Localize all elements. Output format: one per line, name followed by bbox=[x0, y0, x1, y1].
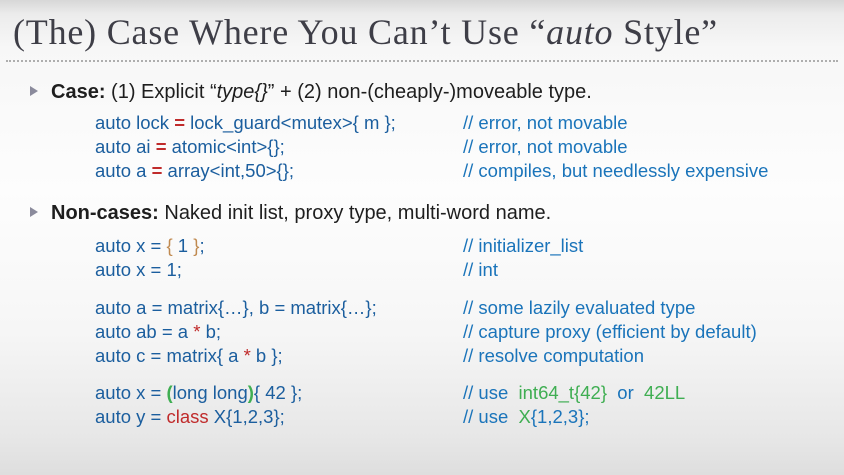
bullet-case-label: Case: bbox=[51, 80, 106, 103]
comment-text: // error, not movable bbox=[463, 111, 628, 133]
comment-text: // int bbox=[463, 258, 498, 280]
code-text: auto c = matrix{ a * b }; bbox=[95, 344, 283, 366]
code-line bbox=[95, 296, 844, 320]
code-line bbox=[95, 135, 844, 159]
code-line bbox=[95, 159, 844, 183]
code-text: auto ai = atomic<int>{}; bbox=[95, 135, 285, 157]
code-line bbox=[95, 234, 844, 258]
comment-text: // capture proxy (efficient by default) bbox=[463, 320, 757, 342]
comment-text: // compiles, but needlessly expensive bbox=[463, 159, 769, 181]
page-title bbox=[0, 0, 844, 60]
bullet-case-part1: (1) Explicit “ bbox=[105, 80, 217, 103]
title-italic-auto: auto bbox=[546, 12, 614, 52]
bullet-triangle-icon bbox=[30, 207, 38, 217]
code-line bbox=[95, 344, 844, 368]
comment-text: // initializer_list bbox=[463, 234, 584, 256]
code-text: auto x = (long long){ 42 }; bbox=[95, 381, 303, 403]
code-text: auto x = { 1 }; bbox=[95, 234, 205, 256]
code-group-multiword bbox=[95, 381, 844, 429]
code-text: auto a = array<int,50>{}; bbox=[95, 159, 295, 181]
comment-text: // use int64_t{42} or 42LL bbox=[463, 381, 686, 403]
code-line bbox=[95, 111, 844, 135]
bullet-case bbox=[30, 80, 844, 104]
bullet-noncases-text bbox=[51, 201, 551, 225]
code-text: auto a = matrix{…}, b = matrix{…}; bbox=[95, 296, 377, 318]
code-text: auto lock = lock_guard<mutex>{ m }; bbox=[95, 111, 396, 133]
comment-text: // use X{1,2,3}; bbox=[463, 405, 590, 427]
comment-text: // resolve computation bbox=[463, 344, 644, 366]
comment-text: // some lazily evaluated type bbox=[463, 296, 696, 318]
code-text: auto y = class X{1,2,3}; bbox=[95, 405, 285, 427]
bullet-case-italic: type{} bbox=[216, 80, 268, 103]
code-group-proxy bbox=[95, 296, 844, 368]
bullet-triangle-icon bbox=[30, 86, 38, 96]
bullet-noncases-part1: Naked init list, proxy type, multi-word name. bbox=[158, 201, 552, 224]
code-line bbox=[95, 320, 844, 344]
bullet-noncases-label: Non-cases: bbox=[51, 201, 159, 224]
title-text: (The) Case Where You Can’t Use “ bbox=[13, 12, 547, 52]
code-text: auto ab = a * b; bbox=[95, 320, 222, 342]
bullet-case-part2: ” + (2) non-(cheaply-)moveable type. bbox=[267, 80, 592, 103]
code-group-case bbox=[95, 111, 844, 183]
title-text-end: Style” bbox=[613, 12, 718, 52]
comment-text: // error, not movable bbox=[463, 135, 628, 157]
code-line bbox=[95, 258, 844, 282]
code-text: auto x = 1; bbox=[95, 258, 182, 280]
title-divider bbox=[6, 60, 838, 62]
bullet-noncases bbox=[30, 201, 844, 225]
code-line bbox=[95, 405, 844, 429]
bullet-case-text bbox=[51, 80, 592, 104]
code-line bbox=[95, 381, 844, 405]
code-group-initlist bbox=[95, 234, 844, 282]
